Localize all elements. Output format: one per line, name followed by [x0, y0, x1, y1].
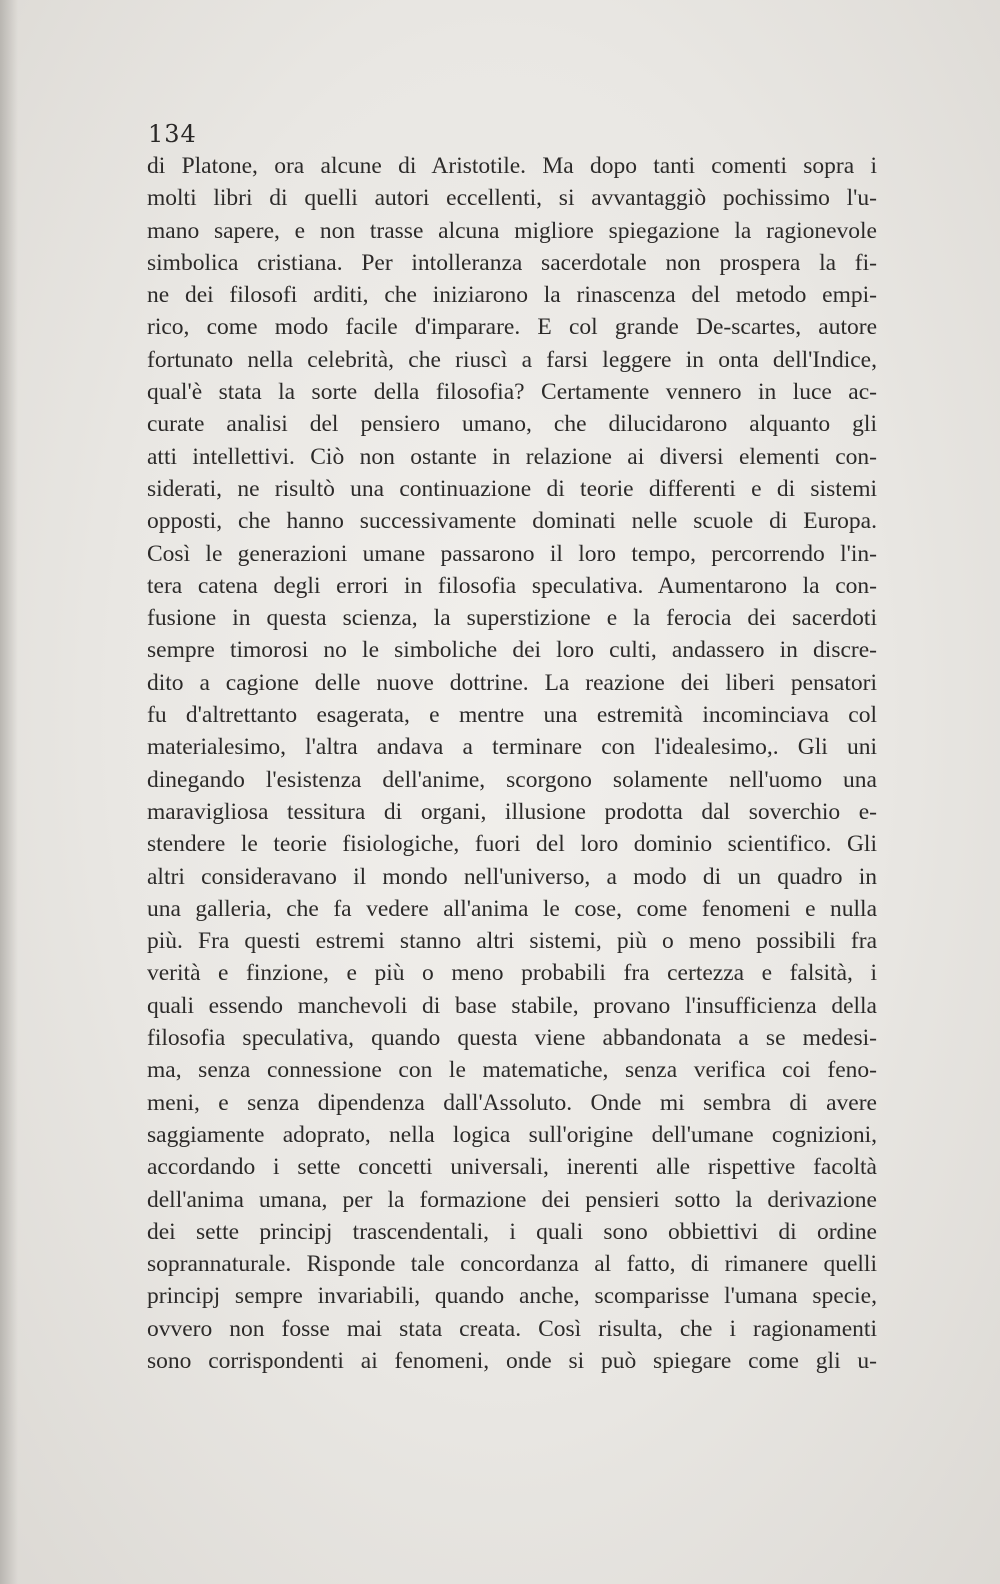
- text-line: siderati, ne risultò una continuazione di teorie differenti e di sistemi: [147, 475, 877, 502]
- text-line: filosofia speculativa, quando questa viene abbandonata a se medesi-: [147, 1025, 877, 1052]
- text-line: qual'è stata la sorte della filosofia? Certamente vennero in luce ac-: [147, 379, 877, 406]
- text-line: maravigliosa tessitura di organi, illusione prodotta dal soverchio e-: [147, 798, 877, 825]
- text-line: tera catena degli errori in filosofia speculativa. Aumentarono la con-: [147, 572, 877, 599]
- text-line: più. Fra questi estremi stanno altri sistemi, più o meno possibili fra: [147, 928, 877, 955]
- page-edge-shadow: [0, 0, 18, 1584]
- text-line: altri consideravano il mondo nell'universo, a modo di un quadro in: [147, 863, 877, 890]
- text-line: soprannaturale. Risponde tale concordanza al fatto, di rimanere quelli: [147, 1251, 877, 1278]
- text-line: mano sapere, e non trasse alcuna migliore spiegazione la ragionevole: [147, 217, 877, 244]
- text-line: quali essendo manchevoli di base stabile, provano l'insufficienza della: [147, 992, 877, 1019]
- text-line: fu d'altrettanto esagerata, e mentre una estremità incominciava col: [147, 702, 877, 729]
- text-line: ovvero non fosse mai stata creata. Così risulta, che i ragionamenti: [147, 1315, 877, 1342]
- text-line: ne dei filosofi arditi, che iniziarono la rinascenza del metodo empi-: [147, 282, 877, 309]
- text-line: opposti, che hanno successivamente dominati nelle scuole di Europa.: [147, 508, 877, 535]
- text-line: dei sette principj trascendentali, i quali sono obbiettivi di ordine: [147, 1218, 877, 1245]
- text-line: fortunato nella celebrità, che riuscì a farsi leggere in onta dell'Indice,: [147, 346, 877, 373]
- text-line: dinegando l'esistenza dell'anime, scorgono solamente nell'uomo una: [147, 766, 877, 793]
- text-line: sempre timorosi no le simboliche dei loro culti, andassero in discre-: [147, 637, 877, 664]
- text-line: stendere le teorie fisiologiche, fuori del loro dominio scientifico. Gli: [147, 831, 877, 858]
- text-line: ma, senza connessione con le matematiche, senza verifica coi feno-: [147, 1057, 877, 1084]
- text-line: dell'anima umana, per la formazione dei pensieri sotto la derivazione: [147, 1186, 877, 1213]
- text-line: rico, come modo facile d'imparare. E col grande De-scartes, autore: [147, 314, 877, 341]
- text-line: una galleria, che fa vedere all'anima le cose, come fenomeni e nulla: [147, 895, 877, 922]
- text-line: principj sempre invariabili, quando anche, scomparisse l'umana specie,: [147, 1283, 877, 1310]
- text-line: accordando i sette concetti universali, inerenti alle rispettive facoltà: [147, 1154, 877, 1181]
- text-line: materialesimo, l'altra andava a terminare con l'idealesimo,. Gli uni: [147, 734, 877, 761]
- text-line: verità e finzione, e più o meno probabili fra certezza e falsità, i: [147, 960, 877, 987]
- text-line: Così le generazioni umane passarono il loro tempo, percorrendo l'in-: [147, 540, 877, 567]
- text-line: molti libri di quelli autori eccellenti, si avvantaggiò pochissimo l'u-: [147, 185, 877, 212]
- text-line: di Platone, ora alcune di Aristotile. Ma dopo tanti comenti sopra i: [147, 153, 877, 179]
- page-number: 134: [148, 120, 197, 148]
- text-line: curate analisi del pensiero umano, che dilucidarono alquanto gli: [147, 411, 877, 438]
- text-line: saggiamente adoprato, nella logica sull'origine dell'umane cognizioni,: [147, 1121, 877, 1148]
- text-line: meni, e senza dipendenza dall'Assoluto. Onde mi sembra di avere: [147, 1089, 877, 1116]
- text-line: sono corrispondenti ai fenomeni, onde si può spiegare come gli u-: [147, 1347, 877, 1374]
- text-line: dito a cagione delle nuove dottrine. La reazione dei liberi pensatori: [147, 669, 877, 696]
- text-line: fusione in questa scienza, la superstizione e la ferocia dei sacerdoti: [147, 605, 877, 632]
- text-line: simbolica cristiana. Per intolleranza sacerdotale non prospera la fi-: [147, 249, 877, 276]
- text-line: atti intellettivi. Ciò non ostante in relazione ai diversi elementi con-: [147, 443, 877, 470]
- body-text: [147, 150, 877, 1377]
